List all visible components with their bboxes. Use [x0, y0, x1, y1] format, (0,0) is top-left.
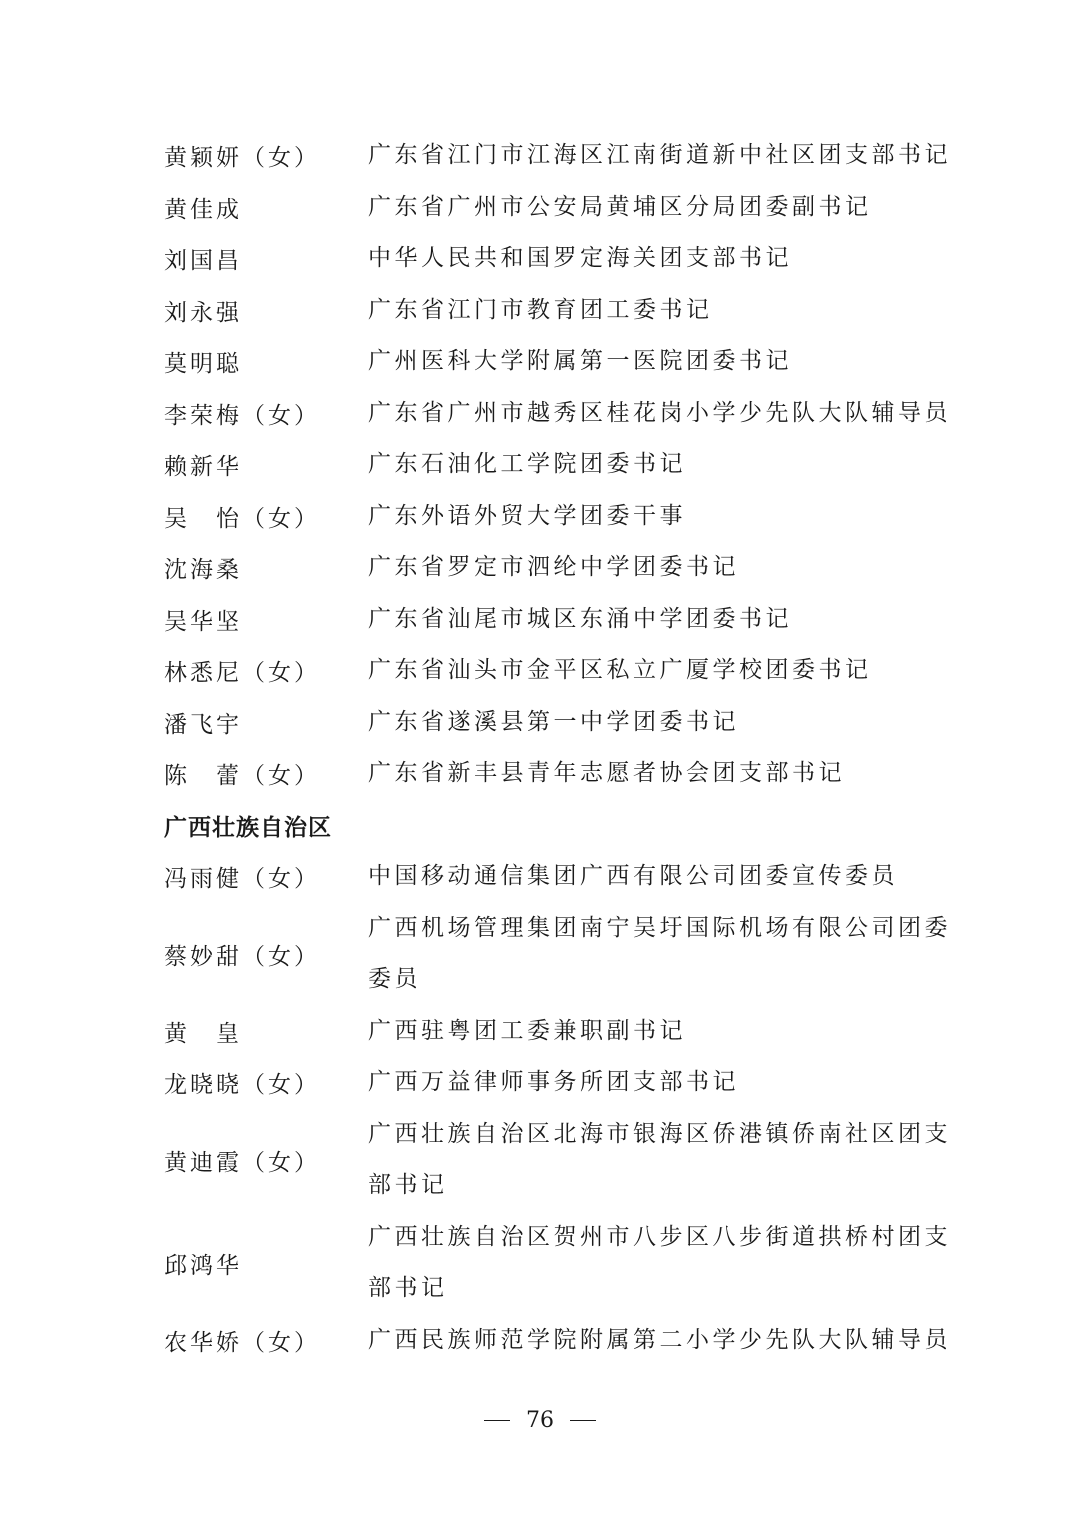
person-unit: 中国移动通信集团广西有限公司团委宣传委员 [368, 863, 898, 889]
person-unit: 广西驻粤团工委兼职副书记 [368, 1017, 686, 1044]
list-item [164, 336, 964, 388]
person-unit: 广东省江门市教育团工委书记 [368, 296, 713, 323]
person-name: 吴华坚 [164, 608, 242, 635]
person-name: 黄佳成 [164, 196, 242, 223]
page-footer [0, 1400, 1080, 1440]
person-unit: 广东省汕头市金平区私立广厦学校团委书记 [368, 657, 872, 683]
person-unit: 广西壮族自治区北海市银海区侨港镇侨南社区团支部书记 [368, 1120, 951, 1198]
person-name: 冯雨健（女） [164, 866, 320, 893]
person-name: 邱鸿华 [164, 1252, 242, 1279]
person-name: 潘飞宇 [164, 711, 242, 738]
list-item [164, 1212, 964, 1315]
person-name: 刘国昌 [164, 248, 242, 275]
list-item [164, 439, 964, 491]
page-number: 76 [526, 1407, 554, 1433]
person-name: 刘永强 [164, 299, 242, 326]
person-unit: 广东石油化工学院团委书记 [368, 451, 686, 477]
person-name: 黄颖妍（女） [164, 145, 320, 172]
person-name: 林悉尼（女） [164, 660, 320, 687]
person-name: 沈海桑 [164, 557, 242, 584]
list-item [164, 1109, 964, 1212]
person-name: 龙晓晓（女） [164, 1072, 320, 1099]
list-item [164, 285, 964, 337]
list-item [164, 748, 964, 800]
list-item [164, 1057, 964, 1109]
person-name: 赖新华 [164, 454, 242, 481]
list-item [164, 1315, 964, 1367]
name-part: 蕾（女） [216, 763, 320, 790]
person-unit: 广东省罗定市泗纶中学团委书记 [368, 554, 739, 580]
list-item [164, 697, 964, 749]
name-part: 吴 [164, 505, 190, 532]
person-unit: 广西民族师范学院附属第二小学少先队大队辅导员 [368, 1326, 951, 1353]
name-part: 黄 [164, 1020, 190, 1047]
person-name [164, 500, 368, 533]
list-item [164, 130, 964, 182]
list-item [164, 388, 964, 440]
list-item [164, 233, 964, 285]
person-unit: 广东省遂溪县第一中学团委书记 [368, 708, 739, 735]
person-unit: 广东省汕尾市城区东涌中学团委书记 [368, 605, 792, 632]
person-unit: 广东外语外贸大学团委干事 [368, 502, 686, 529]
person-unit: 广东省江门市江海区江南街道新中社区团支部书记 [368, 142, 951, 168]
section-heading: 广西壮族自治区 [164, 814, 332, 841]
list-item [164, 594, 964, 646]
list-item [164, 851, 964, 903]
person-unit: 广西壮族自治区贺州市八步区八步街道拱桥村团支部书记 [368, 1223, 951, 1301]
person-unit: 广东省广州市越秀区桂花岗小学少先队大队辅导员 [368, 399, 951, 426]
person-name: 蔡妙甜（女） [164, 943, 320, 970]
person-name [164, 1015, 368, 1048]
person-unit: 广州医科大学附属第一医院团委书记 [368, 348, 792, 374]
person-unit: 广西机场管理集团南宁吴圩国际机场有限公司团委委员 [368, 914, 951, 992]
name-part: 怡（女） [216, 505, 320, 532]
dash-right [570, 1420, 596, 1421]
person-unit: 广东省新丰县青年志愿者协会团支部书记 [368, 760, 845, 786]
list-item [164, 903, 964, 1006]
person-name [164, 757, 368, 790]
list-item [164, 542, 964, 594]
person-name: 莫明聪 [164, 351, 242, 378]
dash-left [484, 1420, 510, 1421]
list-item [164, 1006, 964, 1058]
person-name: 农华娇（女） [164, 1329, 320, 1356]
name-list [164, 130, 964, 1366]
list-item [164, 182, 964, 234]
name-part: 陈 [164, 763, 190, 790]
list-item [164, 491, 964, 543]
person-name: 黄迪霞（女） [164, 1149, 320, 1176]
person-unit: 广西万益律师事务所团支部书记 [368, 1069, 739, 1095]
list-item [164, 645, 964, 697]
person-name: 李荣梅（女） [164, 402, 320, 429]
person-unit: 广东省广州市公安局黄埔区分局团委副书记 [368, 193, 872, 220]
person-unit: 中华人民共和国罗定海关团支部书记 [368, 245, 792, 271]
name-part: 皇 [216, 1020, 242, 1047]
